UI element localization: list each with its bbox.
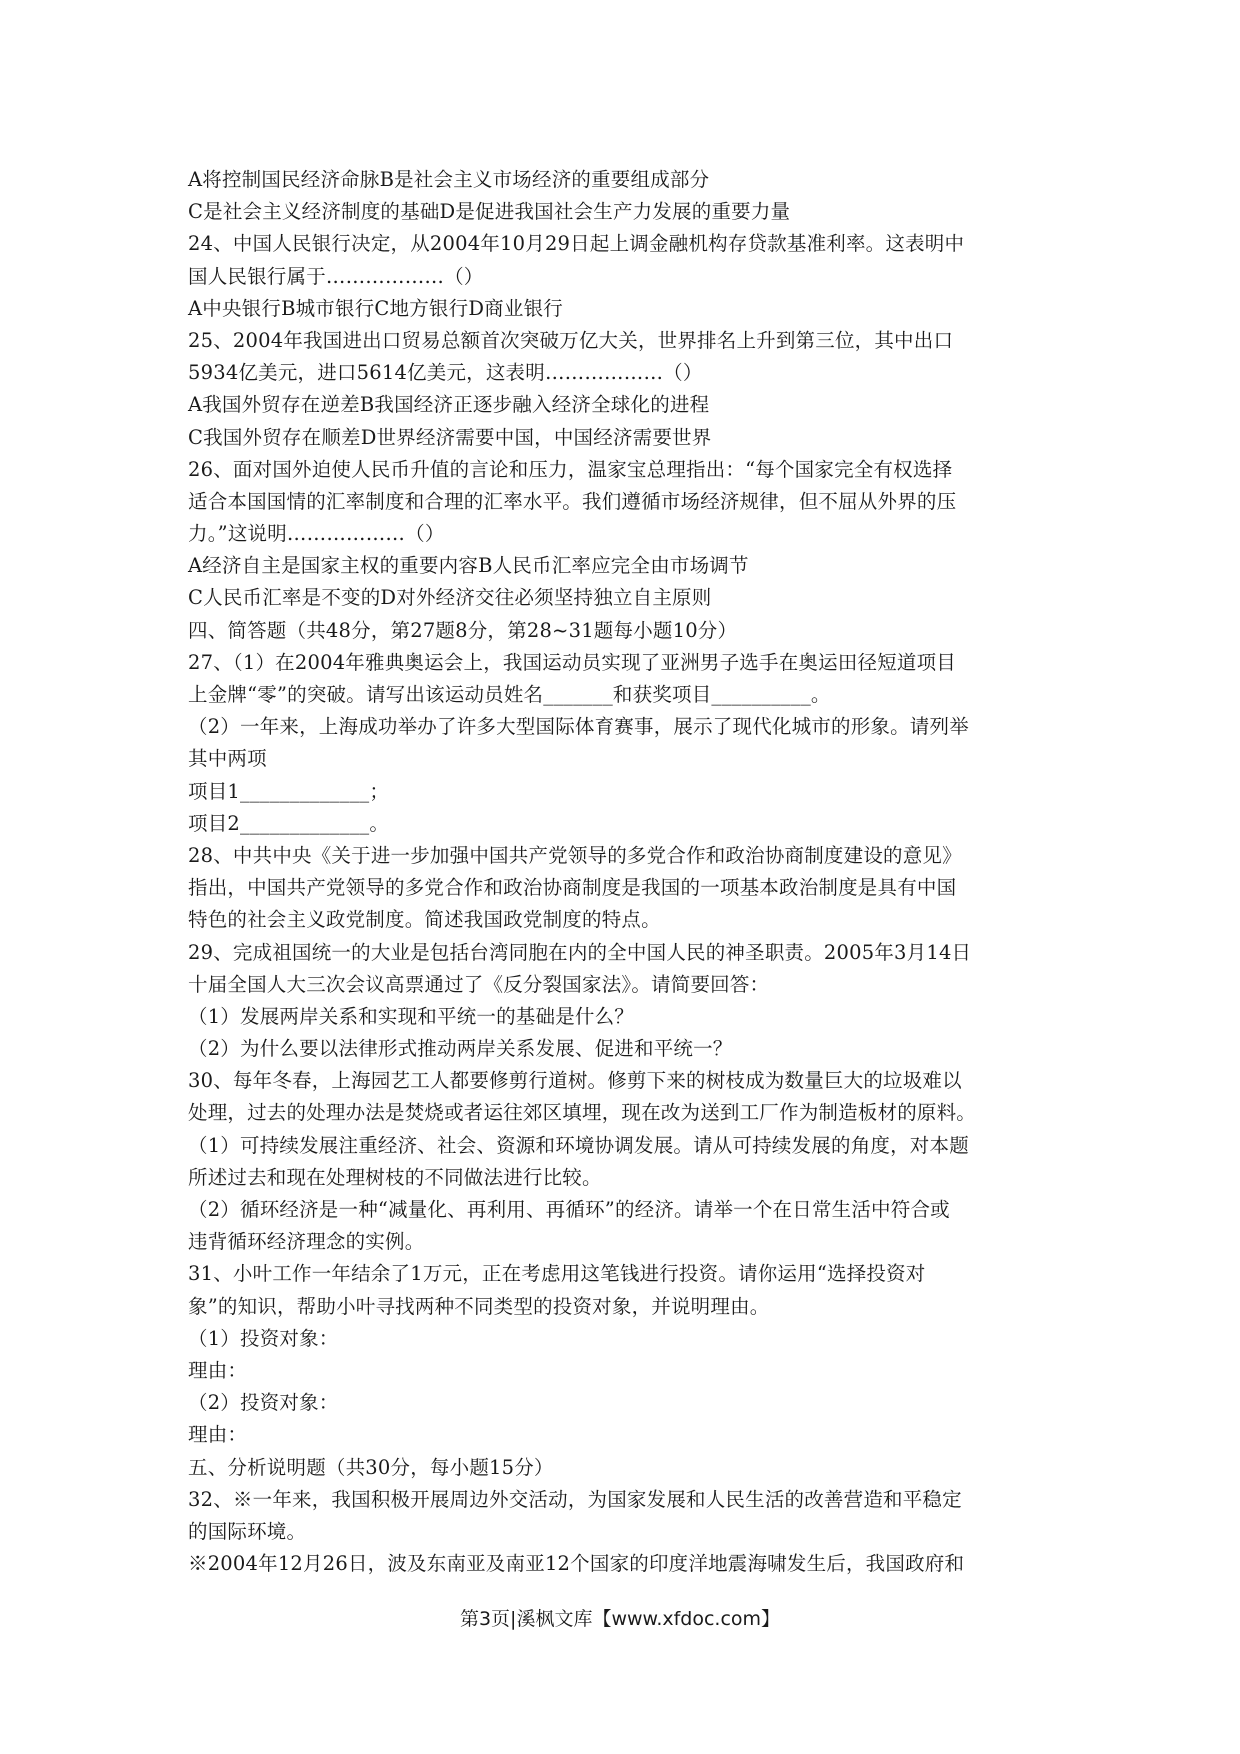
text-line: ※2004年12月26日，波及东南亚及南亚12个国家的印度洋地震海啸发生后，我国政府和 (188, 1552, 965, 1576)
text-line: 24、中国人民银行决定，从2004年10月29日起上调金融机构存贷款基准利率。这表明中 (188, 232, 965, 256)
text-line: 28、中共中央《关于进一步加强中国共产党领导的多党合作和政治协商制度建设的意见》 (188, 843, 962, 867)
text-line: 特色的社会主义政党制度。简述我国政党制度的特点。 (188, 908, 661, 932)
text-line: 象”的知识，帮助小叶寻找两种不同类型的投资对象，并说明理由。 (188, 1294, 770, 1318)
text-line: 五、分析说明题（共30分，每小题15分） (188, 1455, 554, 1479)
text-line: 违背循环经济理念的实例。 (188, 1230, 425, 1254)
text-line: 25、2004年我国进出口贸易总额首次突破万亿大关，世界排名上升到第三位，其中出口 (188, 328, 954, 352)
text-line: 四、简答题（共48分，第27题8分，第28~31题每小题10分） (188, 618, 738, 642)
text-line: 27、（1）在2004年雅典奥运会上，我国运动员实现了亚洲男子选手在奥运田径短道项目 (188, 650, 956, 674)
text-line: A将控制国民经济命脉B是社会主义市场经济的重要组成部分 (188, 168, 710, 191)
text-line: （2）循环经济是一种“减量化、再利用、再循环”的经济。请举一个在日常生活中符合或 (188, 1198, 950, 1221)
text-line: 项目2_____________。 (188, 811, 390, 835)
text-line: 的国际环境。 (188, 1519, 307, 1543)
text-line: A经济自主是国家主权的重要内容B人民币汇率应完全由市场调节 (188, 554, 749, 578)
text-line: 所述过去和现在处理树枝的不同做法进行比较。 (188, 1165, 602, 1189)
text-line: 26、面对国外迫使人民币升值的言论和压力，温家宝总理指出：“每个国家完全有权选择 (188, 457, 953, 481)
text-line: （2）一年来，上海成功举办了许多大型国际体育赛事，展示了现代化城市的形象。请列举 (188, 715, 969, 739)
text-line: 理由： (188, 1358, 248, 1382)
text-line: 国人民银行属于………………（） (188, 264, 484, 288)
text-line: A我国外贸存在逆差B我国经济正逐步融入经济全球化的进程 (188, 393, 710, 417)
text-line: 项目1_____________； (188, 779, 390, 803)
text-line: 适合本国国情的汇率制度和合理的汇率水平。我们遵循市场经济规律，但不屈从外界的压 (188, 489, 957, 513)
text-line: 理由： (188, 1423, 248, 1447)
text-line: （2）投资对象： (188, 1391, 339, 1415)
text-line: （2）为什么要以法律形式推动两岸关系发展、促进和平统一？ (188, 1037, 733, 1061)
text-line: （1）发展两岸关系和实现和平统一的基础是什么？ (188, 1004, 635, 1028)
text-line: （1）投资对象： (188, 1326, 339, 1350)
text-line: 上金牌“零”的突破。请写出该运动员姓名_______和获奖项目__________。 (188, 683, 831, 706)
text-line: 十届全国人大三次会议高票通过了《反分裂国家法》。请简要回答： (188, 972, 770, 996)
text-line: C我国外贸存在顺差D世界经济需要中国，中国经济需要世界 (188, 425, 712, 449)
text-line: 5934亿美元，进口5614亿美元，这表明………………（） (188, 361, 703, 385)
text-line: 30、每年冬春，上海园艺工人都要修剪行道树。修剪下来的树枝成为数量巨大的垃圾难以 (188, 1069, 962, 1093)
text-line: 处理，过去的处理办法是焚烧或者运往郊区填埋，现在改为送到工厂作为制造板材的原料。 (188, 1101, 977, 1125)
text-line: 其中两项 (188, 747, 267, 771)
text-line: （1）可持续发展注重经济、社会、资源和环境协调发展。请从可持续发展的角度，对本题 (188, 1133, 969, 1157)
text-line: 力。”这说明………………（） (188, 522, 445, 546)
text-line: C人民币汇率是不变的D对外经济交往必须坚持独立自主原则 (188, 586, 712, 610)
page-footer: 第3页|溪枫文库【www.xfdoc.com】 (459, 1608, 781, 1630)
text-line: A中央银行B城市银行C地方银行D商业银行 (188, 296, 563, 320)
document-body (188, 164, 1068, 1580)
text-line: 32、※一年来，我国积极开展周边外交活动，为国家发展和人民生活的改善营造和平稳定 (188, 1487, 962, 1511)
text-line: 31、小叶工作一年结余了1万元，正在考虑用这笔钱进行投资。请你运用“选择投资对 (188, 1262, 926, 1286)
text-line: 29、完成祖国统一的大业是包括台湾同胞在内的全中国人民的神圣职责。2005年3月14日 (188, 940, 972, 964)
text-line: 指出，中国共产党领导的多党合作和政治协商制度是我国的一项基本政治制度是具有中国 (188, 876, 957, 900)
text-line: C是社会主义经济制度的基础D是促进我国社会生产力发展的重要力量 (188, 200, 791, 224)
